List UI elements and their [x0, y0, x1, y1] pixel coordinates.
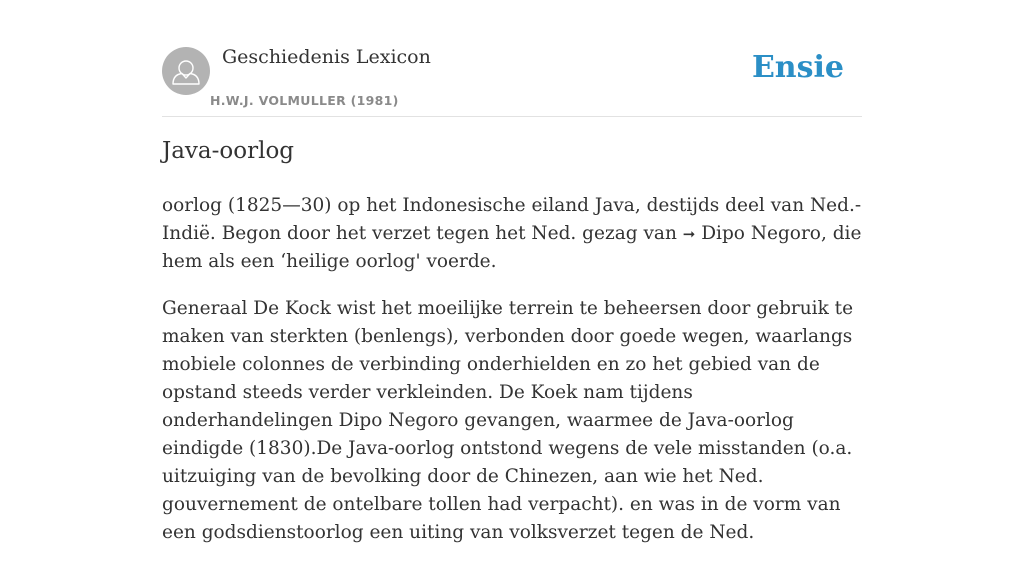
paragraph-text: oorlog (1825—30) op het Indonesische eiland Java, destijds deel van Ned.-Indië. Begon door het verzet tegen het Ned. gezag van — [162, 195, 862, 244]
paragraph: Generaal De Kock wist het moeilijke terrein te beheersen door gebruik te maken van sterkten (benlengs), verbonden door goede wegen, waarlangs mobiele colonnes de verbinding onderhielden en zo het gebied van de opstand steeds verder verkleinden. De Koek nam tijdens onderhandelingen Dipo Negoro gevangen, waarmee de Java-oorlog eindigde (1830).De Java-oorlog ontstond wegens de vele misstanden (o.a. uitzuiging van de bevolking door de Chinezen, aan wie het Ned. gouvernement de ontelbare tollen had verpacht). en was in de vorm van een godsdienstoorlog een uiting van volksverzet tegen de Ned. — [162, 298, 854, 543]
user-icon[interactable] — [162, 47, 210, 95]
cross-reference-label: Dipo Negoro — [701, 223, 821, 244]
author-name[interactable]: H.W.J. VOLMULLER (1981) — [210, 93, 399, 108]
entry-body — [162, 192, 862, 566]
entry-title: Java-oorlog — [162, 138, 295, 164]
source-title[interactable]: Geschiedenis Lexicon — [222, 46, 431, 68]
header — [162, 0, 862, 117]
arrow-right-icon: ➞ — [682, 225, 696, 243]
paragraph-text: , die hem als een ‘heilige oorlog' voerde. — [162, 223, 862, 272]
cross-reference-link[interactable] — [683, 223, 821, 244]
paragraph — [162, 192, 862, 276]
ensie-logo[interactable]: Ensie — [751, 50, 844, 85]
page — [162, 0, 862, 543]
